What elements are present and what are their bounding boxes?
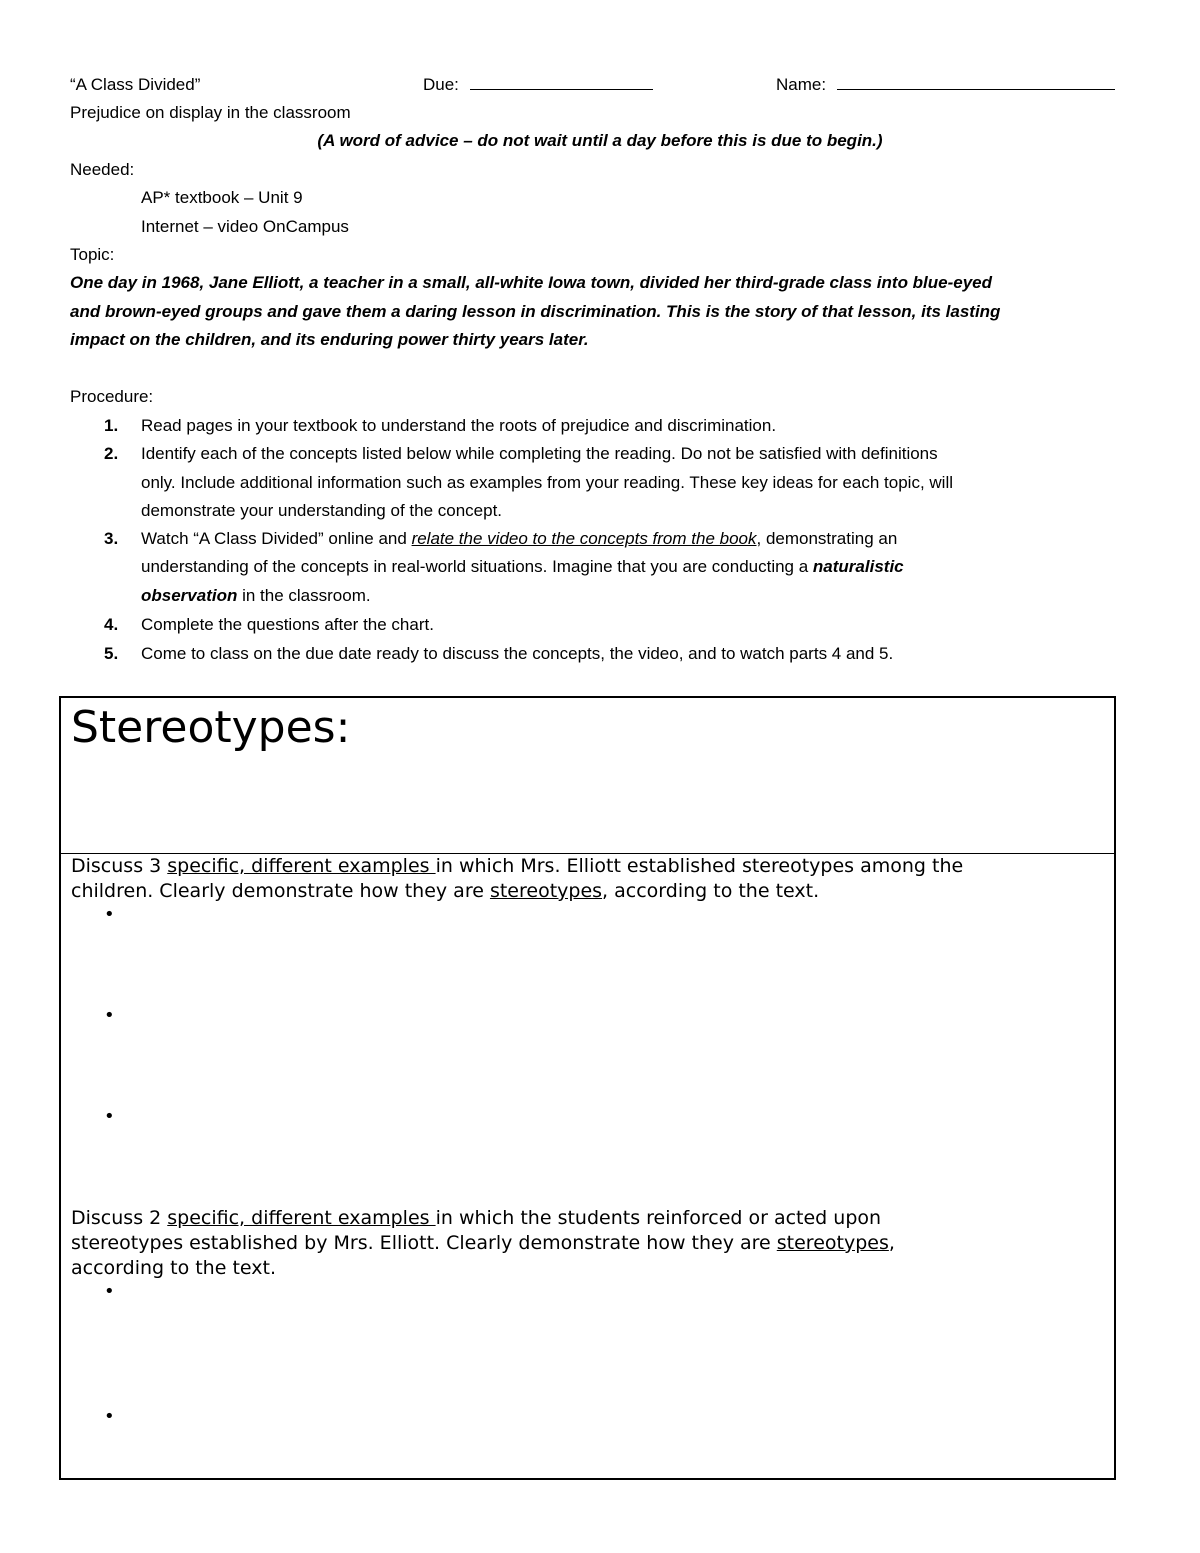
question-text: , according to the text. bbox=[602, 880, 820, 902]
step-text: demonstrate your understanding of the concept. bbox=[141, 501, 503, 520]
step-text-part: in the classroom. bbox=[237, 586, 371, 605]
answer-bullet[interactable]: • bbox=[104, 1005, 115, 1026]
step-text bbox=[141, 555, 904, 579]
due-label: Due: bbox=[423, 75, 459, 94]
step-text: Complete the questions after the chart. bbox=[141, 615, 434, 634]
question-text: stereotypes established by Mrs. Elliott. Clearly demonstrate how they are bbox=[71, 1232, 777, 1254]
answer-bullet[interactable]: • bbox=[104, 1406, 115, 1427]
question-text: Discuss 3 bbox=[71, 855, 168, 877]
question-emphasis: specific, different examples bbox=[167, 1207, 436, 1229]
topic-line: impact on the children, and its enduring power thirty years later. bbox=[70, 330, 589, 349]
question-text: children. Clearly demonstrate how they are bbox=[71, 880, 490, 902]
topic-line: One day in 1968, Jane Elliott, a teacher in a small, all-white Iowa town, divided her third-grade class into blue-eyed bbox=[70, 273, 993, 292]
due-field bbox=[423, 73, 653, 97]
step-text bbox=[141, 527, 897, 551]
needed-label: Needed: bbox=[70, 160, 135, 179]
step-text-part: understanding of the concepts in real-world situations. Imagine that you are conducting a bbox=[141, 557, 813, 576]
advice-note: (A word of advice – do not wait until a day before this is due to begin.) bbox=[317, 131, 883, 150]
chart-title: Stereotypes: bbox=[71, 702, 351, 753]
name-field bbox=[776, 73, 1115, 97]
step-number: 1. bbox=[104, 416, 119, 435]
question-emphasis: stereotypes bbox=[776, 1232, 889, 1254]
question-text: in which Mrs. Elliott established stereotypes among the bbox=[435, 855, 964, 877]
step-text-part: , demonstrating an bbox=[756, 529, 898, 548]
step-text: only. Include additional information such as examples from your reading. These key ideas for each topic, will bbox=[141, 473, 954, 492]
step-text: Read pages in your textbook to understand the roots of prejudice and discrimination. bbox=[141, 416, 777, 435]
needed-item: Internet – video OnCampus bbox=[141, 217, 349, 236]
name-label: Name: bbox=[776, 75, 827, 94]
worksheet-title: “A Class Divided” bbox=[70, 75, 201, 94]
topic-label: Topic: bbox=[70, 245, 115, 264]
procedure-label: Procedure: bbox=[70, 387, 154, 406]
topic-line: and brown-eyed groups and gave them a daring lesson in discrimination. This is the story of that lesson, its lasting bbox=[70, 302, 1001, 321]
step-text-part: Watch “A Class Divided” online and bbox=[141, 529, 412, 548]
answer-bullet[interactable]: • bbox=[104, 1106, 115, 1127]
question-emphasis: stereotypes bbox=[489, 880, 603, 902]
answer-bullet[interactable]: • bbox=[104, 1281, 115, 1302]
step-text: Come to class on the due date ready to discuss the concepts, the video, and to watch parts 4 and 5. bbox=[141, 644, 894, 663]
name-blank[interactable] bbox=[837, 73, 1115, 90]
step-number: 4. bbox=[104, 615, 119, 634]
step-number: 3. bbox=[104, 529, 119, 548]
question-text: Discuss 2 bbox=[71, 1207, 168, 1229]
question-text: according to the text. bbox=[71, 1257, 276, 1279]
step-emphasis: relate the video to the concepts from the book bbox=[411, 529, 757, 548]
stereotypes-chart bbox=[59, 696, 1116, 1480]
answer-bullet[interactable]: • bbox=[104, 904, 115, 925]
needed-item: AP* textbook – Unit 9 bbox=[141, 188, 303, 207]
step-emphasis: observation bbox=[141, 586, 238, 605]
question-2 bbox=[71, 1206, 1101, 1281]
subtitle: Prejudice on display in the classroom bbox=[70, 103, 351, 122]
step-number: 5. bbox=[104, 644, 119, 663]
step-text bbox=[141, 584, 371, 608]
question-text: in which the students reinforced or acted upon bbox=[435, 1207, 882, 1229]
question-text: , bbox=[888, 1232, 895, 1254]
step-text: Identify each of the concepts listed below while completing the reading. Do not be satisfied with definitions bbox=[141, 444, 938, 463]
step-emphasis: naturalistic bbox=[812, 557, 904, 576]
step-number: 2. bbox=[104, 444, 119, 463]
question-1 bbox=[71, 854, 1101, 904]
due-blank[interactable] bbox=[470, 73, 653, 90]
question-emphasis: specific, different examples bbox=[167, 855, 436, 877]
